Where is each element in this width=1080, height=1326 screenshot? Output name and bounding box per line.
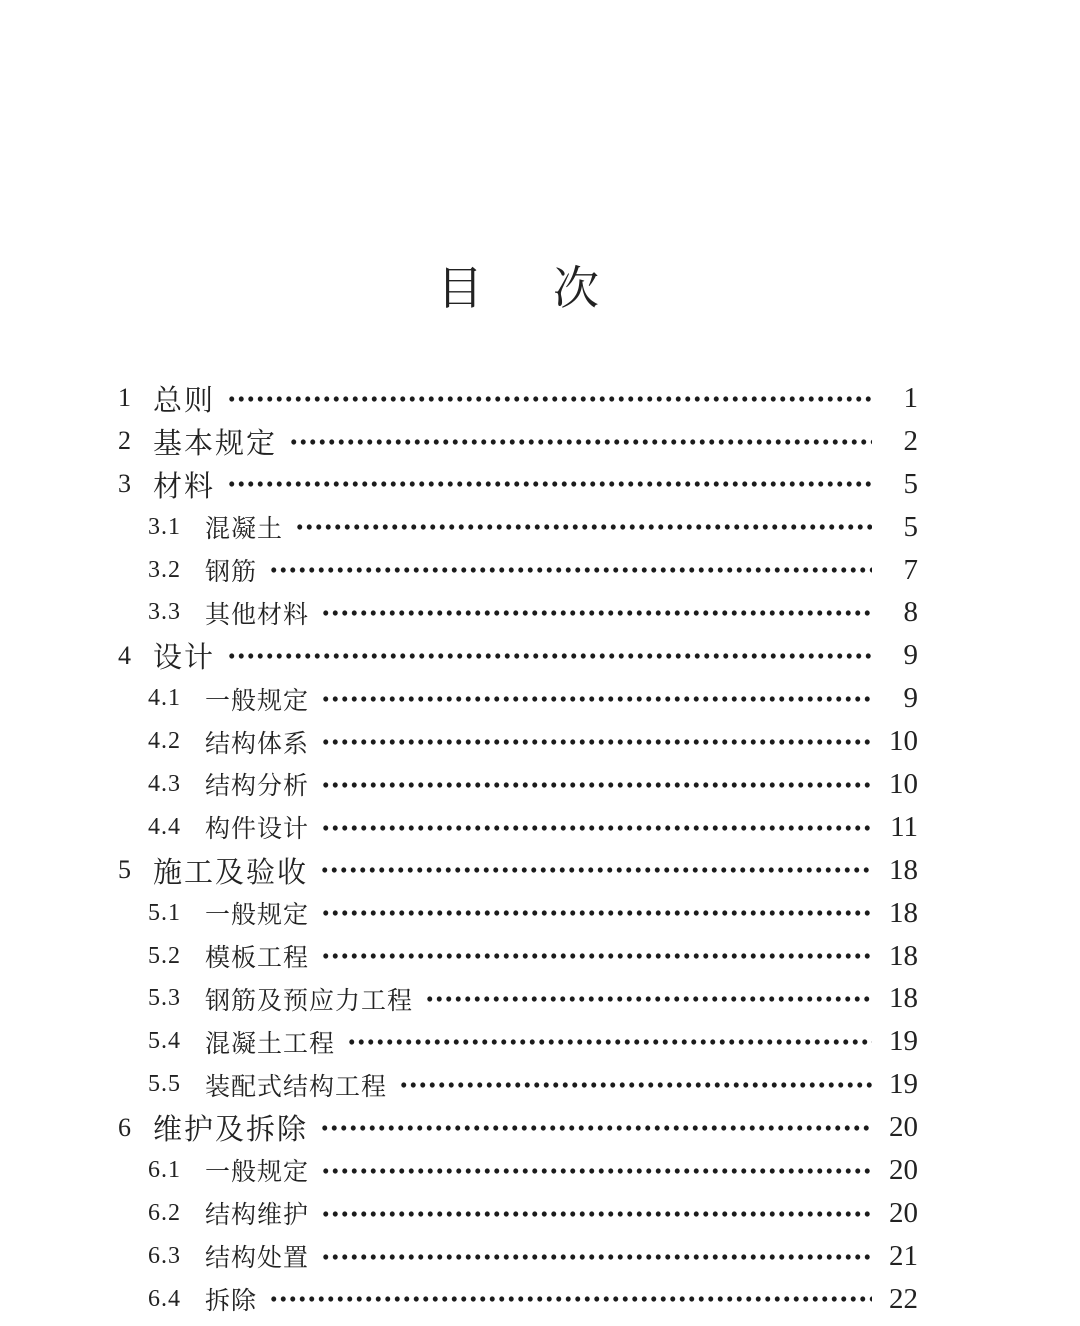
entry-number: 4.1: [148, 685, 181, 712]
entry-number: 4.3: [148, 770, 181, 797]
toc-entry: [118, 1020, 918, 1063]
entry-number: 2: [118, 426, 131, 456]
dot-leader: [321, 1149, 872, 1192]
dot-leader: [227, 377, 872, 420]
dot-leader: [320, 849, 872, 892]
entry-number: 6.3: [148, 1242, 181, 1269]
entry-number: 5: [118, 855, 131, 885]
toc-entry: [118, 591, 918, 634]
entry-number: 3: [118, 469, 131, 499]
entry-label: 结构分析: [205, 773, 310, 801]
entry-page-number: 1: [903, 381, 918, 414]
dot-leader: [321, 935, 872, 978]
entry-label: 总则: [153, 384, 216, 417]
entry-page-number: 21: [889, 1239, 918, 1272]
entry-label: 施工及验收: [153, 856, 309, 889]
toc-list: [118, 377, 918, 1321]
entry-label: 一般规定: [205, 902, 310, 930]
entry-label: 一般规定: [205, 687, 310, 715]
entry-page-number: 10: [889, 767, 918, 800]
entry-page-number: 5: [903, 467, 918, 500]
entry-number: 3.1: [148, 513, 181, 540]
entry-label: 拆除: [205, 1288, 258, 1316]
page-title-char-1: 目: [437, 263, 483, 314]
dot-leader: [227, 634, 872, 677]
entry-page-number: 20: [889, 1153, 918, 1186]
toc-entry: [118, 849, 918, 892]
toc-entry: [118, 377, 918, 420]
toc-entry: [118, 1192, 918, 1235]
entry-page-number: 7: [903, 553, 918, 586]
entry-label: 基本规定: [153, 427, 278, 460]
dot-leader: [269, 549, 872, 592]
entry-number: 4.2: [148, 728, 181, 755]
toc-entry: [118, 1235, 918, 1278]
toc-entry: [118, 634, 918, 677]
entry-label: 结构体系: [205, 730, 310, 758]
entry-number: 6.4: [148, 1285, 181, 1312]
entry-number: 3.2: [148, 556, 181, 583]
dot-leader: [321, 806, 872, 849]
toc-entry: [118, 935, 918, 978]
dot-leader: [321, 1192, 872, 1235]
entry-page-number: 18: [889, 982, 918, 1015]
entry-page-number: 20: [889, 1196, 918, 1229]
page-title: [118, 0, 918, 312]
entry-number: 5.3: [148, 985, 181, 1012]
entry-label: 维护及拆除: [153, 1114, 309, 1147]
entry-page-number: 18: [889, 939, 918, 972]
entry-label: 构件设计: [205, 816, 310, 844]
entry-number: 5.1: [148, 899, 181, 926]
entry-number: 5.4: [148, 1028, 181, 1055]
toc-entry: [118, 549, 918, 592]
entry-label: 设计: [153, 642, 216, 675]
entry-number: 4.4: [148, 813, 181, 840]
entry-page-number: 20: [889, 1111, 918, 1144]
toc-entry: [118, 1063, 918, 1106]
dot-leader: [399, 1063, 872, 1106]
entry-page-number: 18: [889, 896, 918, 929]
entry-number: 5.5: [148, 1071, 181, 1098]
entry-page-number: 5: [903, 510, 918, 543]
entry-page-number: 2: [903, 424, 918, 457]
entry-page-number: 11: [890, 810, 918, 843]
dot-leader: [321, 892, 872, 935]
entry-label: 混凝土工程: [205, 1030, 336, 1058]
dot-leader: [425, 977, 872, 1020]
toc-entry: [118, 1278, 918, 1321]
entry-number: 3.3: [148, 599, 181, 626]
toc-entry: [118, 1106, 918, 1149]
dot-leader: [321, 720, 872, 763]
entry-number: 5.2: [148, 942, 181, 969]
entry-label: 钢筋及预应力工程: [205, 987, 414, 1015]
toc-entry: [118, 1149, 918, 1192]
entry-label: 混凝土: [205, 516, 284, 544]
dot-leader: [321, 591, 872, 634]
entry-page-number: 22: [889, 1282, 918, 1315]
toc-entry: [118, 420, 918, 463]
toc-entry: [118, 506, 918, 549]
toc-entry: [118, 806, 918, 849]
entry-page-number: 19: [889, 1025, 918, 1058]
entry-label: 钢筋: [205, 559, 258, 586]
entry-label: 模板工程: [205, 945, 310, 973]
entry-page-number: 10: [889, 725, 918, 758]
entry-label: 装配式结构工程: [205, 1073, 388, 1101]
entry-label: 材料: [153, 470, 216, 503]
entry-number: 6: [118, 1112, 131, 1142]
entry-page-number: 8: [903, 596, 918, 629]
entry-label: 结构维护: [205, 1202, 310, 1230]
entry-label: 一般规定: [205, 1159, 310, 1187]
toc-entry: [118, 677, 918, 720]
entry-page-number: 18: [889, 853, 918, 886]
toc-entry: [118, 763, 918, 806]
toc-entry: [118, 720, 918, 763]
page-title-char-2: 次: [553, 263, 599, 314]
entry-label: 其他材料: [205, 601, 310, 629]
toc-entry: [118, 977, 918, 1020]
entry-number: 6.1: [148, 1156, 181, 1183]
dot-leader: [227, 463, 872, 506]
dot-leader: [289, 420, 872, 463]
dot-leader: [269, 1278, 872, 1321]
entry-page-number: 9: [903, 639, 918, 672]
entry-page-number: 19: [889, 1068, 918, 1101]
dot-leader: [295, 506, 872, 549]
dot-leader: [320, 1106, 872, 1149]
dot-leader: [321, 1235, 872, 1278]
toc-entry: [118, 892, 918, 935]
entry-number: 1: [118, 383, 131, 413]
entry-number: 6.2: [148, 1199, 181, 1226]
dot-leader: [347, 1020, 872, 1063]
toc-entry: [118, 463, 918, 506]
dot-leader: [321, 677, 872, 720]
entry-number: 4: [118, 640, 131, 670]
entry-page-number: 9: [903, 682, 918, 715]
dot-leader: [321, 763, 872, 806]
entry-label: 结构处置: [205, 1245, 310, 1273]
